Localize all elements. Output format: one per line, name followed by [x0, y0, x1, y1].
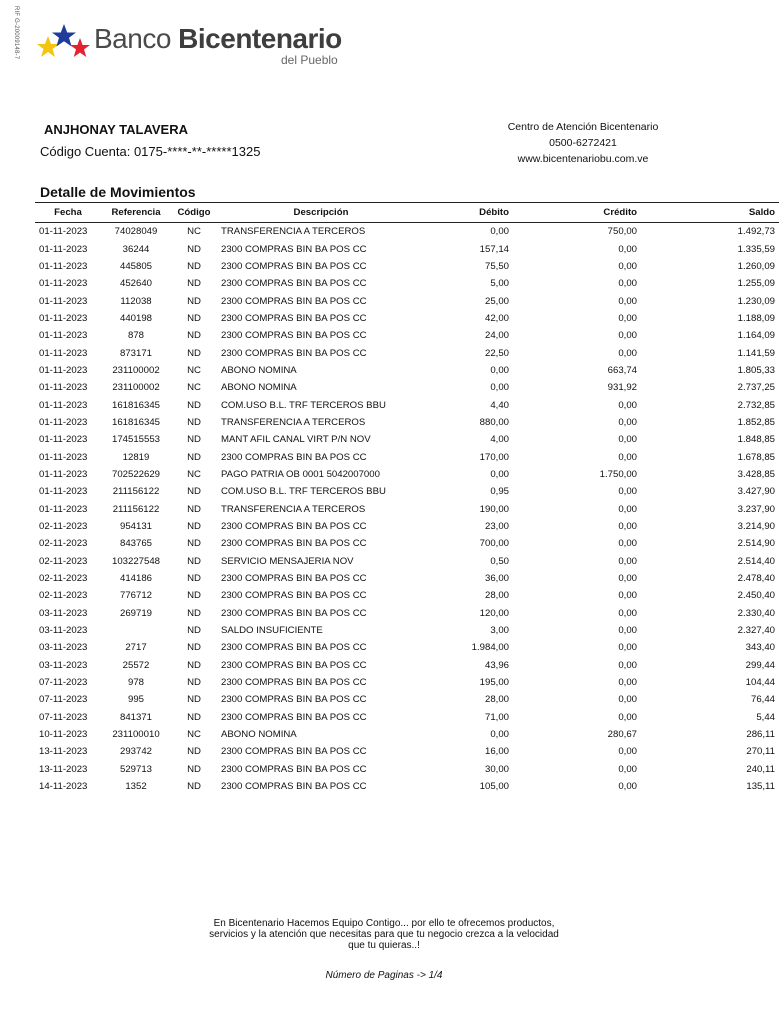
cell-descripcion: 2300 COMPRAS BIN BA POS CC	[221, 746, 367, 758]
cell-saldo: 299,44	[745, 659, 775, 671]
cell-descripcion: 2300 COMPRAS BIN BA POS CC	[221, 659, 367, 671]
cell-codigo: NC	[187, 468, 201, 480]
cell-referencia: 529713	[119, 763, 152, 775]
cell-codigo: ND	[187, 503, 201, 515]
table-row	[35, 396, 779, 413]
cell-fecha: 01-11-2023	[39, 278, 88, 290]
cell-referencia: 231100002	[112, 364, 160, 376]
cell-referencia: 2717	[125, 642, 147, 654]
cell-fecha: 01-11-2023	[39, 382, 88, 394]
cell-descripcion: 2300 COMPRAS BIN BA POS CC	[221, 260, 367, 272]
col-header-fecha: Fecha	[35, 203, 101, 223]
cell-saldo: 1.255,09	[737, 278, 775, 290]
cell-referencia: 211156122	[112, 486, 160, 498]
cell-saldo: 240,11	[746, 763, 775, 775]
contact-center-title: Centro de Atención Bicentenario	[507, 121, 659, 133]
cell-debito: 1.984,00	[471, 642, 509, 654]
cell-descripcion: PAGO PATRIA OB 0001 5042007000	[221, 468, 380, 480]
cell-debito: 24,00	[484, 330, 509, 342]
col-header-debito: Débito	[425, 203, 513, 223]
cell-debito: 0,95	[490, 486, 509, 498]
cell-debito: 880,00	[479, 416, 509, 428]
table-row	[35, 344, 779, 361]
cell-descripcion: 2300 COMPRAS BIN BA POS CC	[221, 330, 367, 342]
table-row	[35, 553, 779, 570]
cell-referencia: 269719	[119, 607, 152, 619]
cell-codigo: ND	[187, 607, 201, 619]
cell-saldo: 1.848,85	[737, 434, 775, 446]
cell-descripcion: 2300 COMPRAS BIN BA POS CC	[221, 243, 367, 255]
cell-referencia: 445805	[119, 260, 152, 272]
cell-debito: 16,00	[484, 746, 509, 758]
cell-fecha: 01-11-2023	[39, 243, 88, 255]
contact-phone: 0500-6272421	[549, 137, 617, 149]
cell-saldo: 2.478,40	[737, 573, 775, 585]
cell-saldo: 343,40	[745, 642, 775, 654]
cell-descripcion: 2300 COMPRAS BIN BA POS CC	[221, 763, 367, 775]
cell-fecha: 01-11-2023	[39, 364, 88, 376]
cell-credito: 0,00	[618, 521, 637, 533]
cell-credito: 0,00	[618, 278, 637, 290]
cell-saldo: 3.214,90	[737, 521, 775, 533]
cell-saldo: 76,44	[750, 694, 775, 706]
cell-codigo: ND	[187, 260, 201, 272]
cell-referencia: 843765	[119, 538, 152, 550]
cell-codigo: ND	[187, 434, 201, 446]
cell-referencia	[101, 622, 171, 639]
table-row	[35, 587, 779, 604]
cell-credito: 0,00	[618, 555, 637, 567]
cell-debito: 4,00	[490, 434, 509, 446]
cell-descripcion: 2300 COMPRAS BIN BA POS CC	[221, 694, 367, 706]
table-row	[35, 379, 779, 396]
cell-credito: 663,74	[607, 364, 637, 376]
cell-credito: 0,00	[618, 694, 637, 706]
col-header-descripcion: Descripción	[217, 203, 425, 223]
cell-descripcion: TRANSFERENCIA A TERCEROS	[221, 503, 366, 515]
cell-referencia: 1352	[125, 781, 147, 793]
cell-credito: 0,00	[618, 538, 637, 550]
cell-codigo: NC	[187, 729, 201, 741]
cell-debito: 157,14	[479, 243, 509, 255]
cell-codigo: NC	[187, 364, 201, 376]
cell-codigo: ND	[187, 399, 201, 411]
cell-credito: 280,67	[607, 729, 637, 741]
table-row	[35, 448, 779, 465]
cell-referencia: 36244	[122, 243, 150, 255]
cell-debito: 0,00	[490, 226, 509, 238]
cell-referencia: 841371	[119, 711, 152, 723]
cell-saldo: 3.428,85	[737, 468, 775, 480]
cell-saldo: 1.230,09	[737, 295, 775, 307]
col-header-credito: Crédito	[513, 203, 641, 223]
cell-referencia: 452640	[119, 278, 152, 290]
cell-debito: 0,50	[490, 555, 509, 567]
table-row	[35, 622, 779, 639]
cell-codigo: ND	[187, 659, 201, 671]
cell-credito: 0,00	[618, 711, 637, 723]
cell-saldo: 2.330,40	[737, 607, 775, 619]
table-row	[35, 570, 779, 587]
cell-fecha: 13-11-2023	[39, 763, 88, 775]
cell-credito: 0,00	[618, 451, 637, 463]
contact-info	[480, 119, 686, 167]
table-row	[35, 743, 779, 760]
table-row	[35, 431, 779, 448]
cell-saldo: 1.335,59	[737, 243, 775, 255]
table-row	[35, 501, 779, 518]
cell-codigo: ND	[187, 416, 201, 428]
cell-descripcion: 2300 COMPRAS BIN BA POS CC	[221, 347, 367, 359]
cell-fecha: 01-11-2023	[39, 503, 88, 515]
cell-fecha: 01-11-2023	[39, 312, 88, 324]
cell-fecha: 02-11-2023	[39, 573, 88, 585]
cell-codigo: ND	[187, 573, 201, 585]
cell-referencia: 231100010	[112, 729, 160, 741]
cell-fecha: 01-11-2023	[39, 260, 88, 272]
cell-credito: 0,00	[618, 590, 637, 602]
cell-descripcion: 2300 COMPRAS BIN BA POS CC	[221, 590, 367, 602]
cell-fecha: 13-11-2023	[39, 746, 88, 758]
table-header-row	[35, 203, 779, 223]
cell-codigo: ND	[187, 486, 201, 498]
cell-codigo: ND	[187, 330, 201, 342]
cell-descripcion: 2300 COMPRAS BIN BA POS CC	[221, 711, 367, 723]
table-row	[35, 657, 779, 674]
cell-referencia: 174515553	[111, 434, 161, 446]
cell-saldo: 1.678,85	[737, 451, 775, 463]
cell-fecha: 01-11-2023	[39, 330, 88, 342]
cell-codigo: ND	[187, 521, 201, 533]
cell-referencia: 231100002	[112, 382, 160, 394]
cell-descripcion: ABONO NOMINA	[221, 364, 297, 376]
cell-credito: 0,00	[618, 486, 637, 498]
cell-referencia: 293742	[119, 746, 152, 758]
cell-credito: 0,00	[618, 243, 637, 255]
cell-debito: 190,00	[479, 503, 509, 515]
cell-referencia: 161816345	[111, 399, 161, 411]
cell-descripcion: COM.USO B.L. TRF TERCEROS BBU	[221, 486, 386, 498]
cell-credito: 0,00	[618, 642, 637, 654]
cell-credito: 0,00	[618, 503, 637, 515]
cell-fecha: 01-11-2023	[39, 468, 88, 480]
cell-debito: 22,50	[484, 347, 509, 359]
cell-saldo: 2.737,25	[737, 382, 775, 394]
cell-credito: 0,00	[618, 746, 637, 758]
cell-debito: 36,00	[484, 573, 509, 585]
cell-credito: 0,00	[618, 573, 637, 585]
cell-codigo: ND	[187, 347, 201, 359]
cell-saldo: 2.450,40	[737, 590, 775, 602]
cell-fecha: 03-11-2023	[39, 642, 88, 654]
cell-debito: 75,50	[484, 260, 509, 272]
cell-saldo: 286,11	[746, 729, 775, 741]
cell-codigo: ND	[187, 295, 201, 307]
cell-descripcion: ABONO NOMINA	[221, 729, 297, 741]
cell-credito: 0,00	[618, 659, 637, 671]
table-row	[35, 466, 779, 483]
cell-fecha: 01-11-2023	[39, 416, 88, 428]
cell-credito: 0,00	[618, 399, 637, 411]
bank-name: Banco Bicentenario	[94, 23, 342, 54]
cell-credito: 0,00	[618, 347, 637, 359]
table-row	[35, 605, 779, 622]
account-code: Código Cuenta: 0175-****-**-*****1325	[40, 144, 261, 159]
footer-message-line: que tu quieras..!	[348, 940, 420, 951]
cell-saldo: 135,11	[746, 781, 775, 793]
table-row	[35, 726, 779, 743]
cell-debito: 700,00	[479, 538, 509, 550]
cell-fecha: 01-11-2023	[39, 347, 88, 359]
cell-credito: 750,00	[607, 226, 637, 238]
cell-descripcion: 2300 COMPRAS BIN BA POS CC	[221, 607, 367, 619]
cell-debito: 195,00	[479, 677, 509, 689]
cell-fecha: 03-11-2023	[39, 607, 88, 619]
cell-debito: 30,00	[484, 763, 509, 775]
table-row	[35, 362, 779, 379]
table-row	[35, 691, 779, 708]
cell-referencia: 995	[127, 694, 144, 706]
section-title: Detalle de Movimientos	[40, 184, 196, 200]
cell-debito: 170,00	[479, 451, 509, 463]
cell-credito: 0,00	[618, 295, 637, 307]
col-header-saldo: Saldo	[641, 203, 779, 223]
table-row	[35, 292, 779, 309]
cell-fecha: 01-11-2023	[39, 451, 88, 463]
cell-credito: 0,00	[618, 434, 637, 446]
cell-codigo: ND	[187, 677, 201, 689]
cell-fecha: 02-11-2023	[39, 538, 88, 550]
cell-saldo: 2.514,40	[737, 555, 775, 567]
cell-credito: 0,00	[618, 260, 637, 272]
cell-saldo: 1.852,85	[737, 416, 775, 428]
cell-debito: 0,00	[490, 364, 509, 376]
cell-codigo: ND	[187, 278, 201, 290]
cell-saldo: 1.188,09	[737, 312, 775, 324]
cell-descripcion: TRANSFERENCIA A TERCEROS	[221, 416, 366, 428]
cell-debito: 23,00	[484, 521, 509, 533]
cell-codigo: ND	[187, 781, 201, 793]
table-row	[35, 761, 779, 778]
cell-codigo: ND	[187, 312, 201, 324]
cell-referencia: 873171	[119, 347, 152, 359]
cell-saldo: 2.327,40	[737, 625, 775, 637]
cell-codigo: ND	[187, 538, 201, 550]
cell-debito: 0,00	[490, 729, 509, 741]
bank-tagline: del Pueblo	[281, 53, 338, 67]
cell-referencia: 954131	[119, 521, 152, 533]
transactions-table	[35, 202, 779, 795]
contact-website: www.bicentenariobu.com.ve	[517, 153, 649, 165]
cell-codigo: ND	[187, 642, 201, 654]
cell-credito: 931,92	[607, 382, 637, 394]
cell-descripcion: MANT AFIL CANAL VIRT P/N NOV	[221, 434, 371, 446]
cell-referencia: 211156122	[112, 503, 160, 515]
cell-codigo: ND	[187, 711, 201, 723]
cell-debito: 28,00	[484, 694, 509, 706]
cell-descripcion: 2300 COMPRAS BIN BA POS CC	[221, 677, 367, 689]
cell-credito: 0,00	[618, 763, 637, 775]
cell-credito: 1.750,00	[599, 468, 637, 480]
table-row	[35, 240, 779, 257]
table-row	[35, 778, 779, 795]
cell-saldo: 2.514,90	[737, 538, 775, 550]
cell-debito: 4,40	[490, 399, 509, 411]
cell-referencia: 112038	[120, 295, 152, 307]
cell-codigo: ND	[187, 243, 201, 255]
cell-codigo: ND	[187, 694, 201, 706]
cell-fecha: 03-11-2023	[39, 659, 88, 671]
cell-fecha: 07-11-2023	[39, 694, 88, 706]
table-row	[35, 275, 779, 292]
table-row	[35, 709, 779, 726]
bank-logo	[36, 20, 356, 70]
cell-descripcion: 2300 COMPRAS BIN BA POS CC	[221, 312, 367, 324]
footer-message-line: servicios y la atención que necesitas para que tu negocio crezca a la velocidad	[209, 929, 559, 940]
cell-fecha: 01-11-2023	[39, 486, 88, 498]
table-row	[35, 674, 779, 691]
cell-fecha: 07-11-2023	[39, 711, 88, 723]
cell-fecha: 01-11-2023	[39, 226, 88, 238]
cell-descripcion: 2300 COMPRAS BIN BA POS CC	[221, 295, 367, 307]
cell-descripcion: 2300 COMPRAS BIN BA POS CC	[221, 573, 367, 585]
cell-fecha: 01-11-2023	[39, 295, 88, 307]
cell-descripcion: 2300 COMPRAS BIN BA POS CC	[221, 521, 367, 533]
cell-codigo: ND	[187, 625, 201, 637]
cell-saldo: 1.141,59	[737, 347, 775, 359]
col-header-referencia: Referencia	[101, 203, 171, 223]
cell-referencia: 878	[127, 330, 144, 342]
cell-saldo: 1.805,33	[737, 364, 775, 376]
cell-credito: 0,00	[618, 312, 637, 324]
cell-fecha: 07-11-2023	[39, 677, 88, 689]
cell-debito: 42,00	[484, 312, 509, 324]
table-row	[35, 535, 779, 552]
table-row	[35, 414, 779, 431]
cell-codigo: NC	[187, 226, 201, 238]
col-header-codigo: Código	[171, 203, 217, 223]
table-row	[35, 483, 779, 500]
cell-credito: 0,00	[618, 625, 637, 637]
cell-saldo: 3.237,90	[737, 503, 775, 515]
cell-codigo: ND	[187, 555, 201, 567]
cell-referencia: 103227548	[111, 555, 161, 567]
cell-descripcion: 2300 COMPRAS BIN BA POS CC	[221, 781, 367, 793]
cell-credito: 0,00	[618, 677, 637, 689]
cell-fecha: 03-11-2023	[39, 625, 88, 637]
cell-debito: 43,96	[484, 659, 509, 671]
cell-codigo: ND	[187, 763, 201, 775]
cell-codigo: NC	[187, 382, 201, 394]
cell-referencia: 161816345	[111, 416, 161, 428]
cell-referencia: 776712	[119, 590, 152, 602]
account-holder-name: ANJHONAY TALAVERA	[44, 122, 188, 137]
cell-descripcion: SERVICIO MENSAJERIA NOV	[221, 555, 354, 567]
cell-referencia: 12819	[122, 451, 150, 463]
table-row	[35, 223, 779, 241]
footer-message	[180, 918, 588, 951]
cell-descripcion: 2300 COMPRAS BIN BA POS CC	[221, 642, 367, 654]
cell-debito: 25,00	[484, 295, 509, 307]
cell-referencia: 702522629	[111, 468, 161, 480]
cell-fecha: 10-11-2023	[39, 729, 88, 741]
footer-message-line: En Bicentenario Hacemos Equipo Contigo... por ello te ofrecemos productos,	[213, 918, 555, 929]
table-row	[35, 258, 779, 275]
cell-credito: 0,00	[618, 416, 637, 428]
cell-debito: 3,00	[490, 625, 509, 637]
table-row	[35, 327, 779, 344]
cell-saldo: 1.492,73	[737, 226, 775, 238]
table-row	[35, 310, 779, 327]
cell-debito: 71,00	[484, 711, 509, 723]
cell-descripcion: COM.USO B.L. TRF TERCEROS BBU	[221, 399, 386, 411]
cell-fecha: 02-11-2023	[39, 555, 88, 567]
cell-credito: 0,00	[618, 330, 637, 342]
cell-referencia: 25572	[122, 659, 150, 671]
cell-credito: 0,00	[618, 781, 637, 793]
cell-saldo: 1.260,09	[737, 260, 775, 272]
cell-debito: 5,00	[490, 278, 509, 290]
stars-logo-icon	[36, 22, 92, 62]
cell-fecha: 01-11-2023	[39, 434, 88, 446]
cell-descripcion: 2300 COMPRAS BIN BA POS CC	[221, 538, 367, 550]
cell-debito: 105,00	[479, 781, 509, 793]
cell-debito: 0,00	[490, 382, 509, 394]
cell-saldo: 270,11	[746, 746, 775, 758]
cell-fecha: 14-11-2023	[39, 781, 88, 793]
cell-codigo: ND	[187, 451, 201, 463]
cell-fecha: 02-11-2023	[39, 590, 88, 602]
page-number: Número de Paginas -> 1/4	[325, 970, 443, 981]
cell-codigo: ND	[187, 590, 201, 602]
cell-codigo: ND	[187, 746, 201, 758]
cell-referencia: 74028049	[114, 226, 158, 238]
cell-credito: 0,00	[618, 607, 637, 619]
cell-referencia: 414186	[119, 573, 152, 585]
cell-saldo: 104,44	[745, 677, 775, 689]
cell-descripcion: TRANSFERENCIA A TERCEROS	[221, 226, 366, 238]
table-row	[35, 639, 779, 656]
table-row	[35, 518, 779, 535]
cell-referencia: 978	[127, 677, 144, 689]
cell-descripcion: SALDO INSUFICIENTE	[221, 625, 323, 637]
cell-descripcion: 2300 COMPRAS BIN BA POS CC	[221, 451, 367, 463]
cell-saldo: 3.427,90	[737, 486, 775, 498]
cell-fecha: 02-11-2023	[39, 521, 88, 533]
cell-debito: 28,00	[484, 590, 509, 602]
cell-descripcion: ABONO NOMINA	[221, 382, 297, 394]
cell-referencia: 440198	[119, 312, 152, 324]
cell-saldo: 5,44	[756, 711, 775, 723]
cell-saldo: 2.732,85	[737, 399, 775, 411]
cell-debito: 120,00	[479, 607, 509, 619]
cell-descripcion: 2300 COMPRAS BIN BA POS CC	[221, 278, 367, 290]
cell-debito: 0,00	[490, 468, 509, 480]
cell-fecha: 01-11-2023	[39, 399, 88, 411]
rif-number: RIF G-20009148-7	[13, 6, 19, 60]
cell-saldo: 1.164,09	[737, 330, 775, 342]
